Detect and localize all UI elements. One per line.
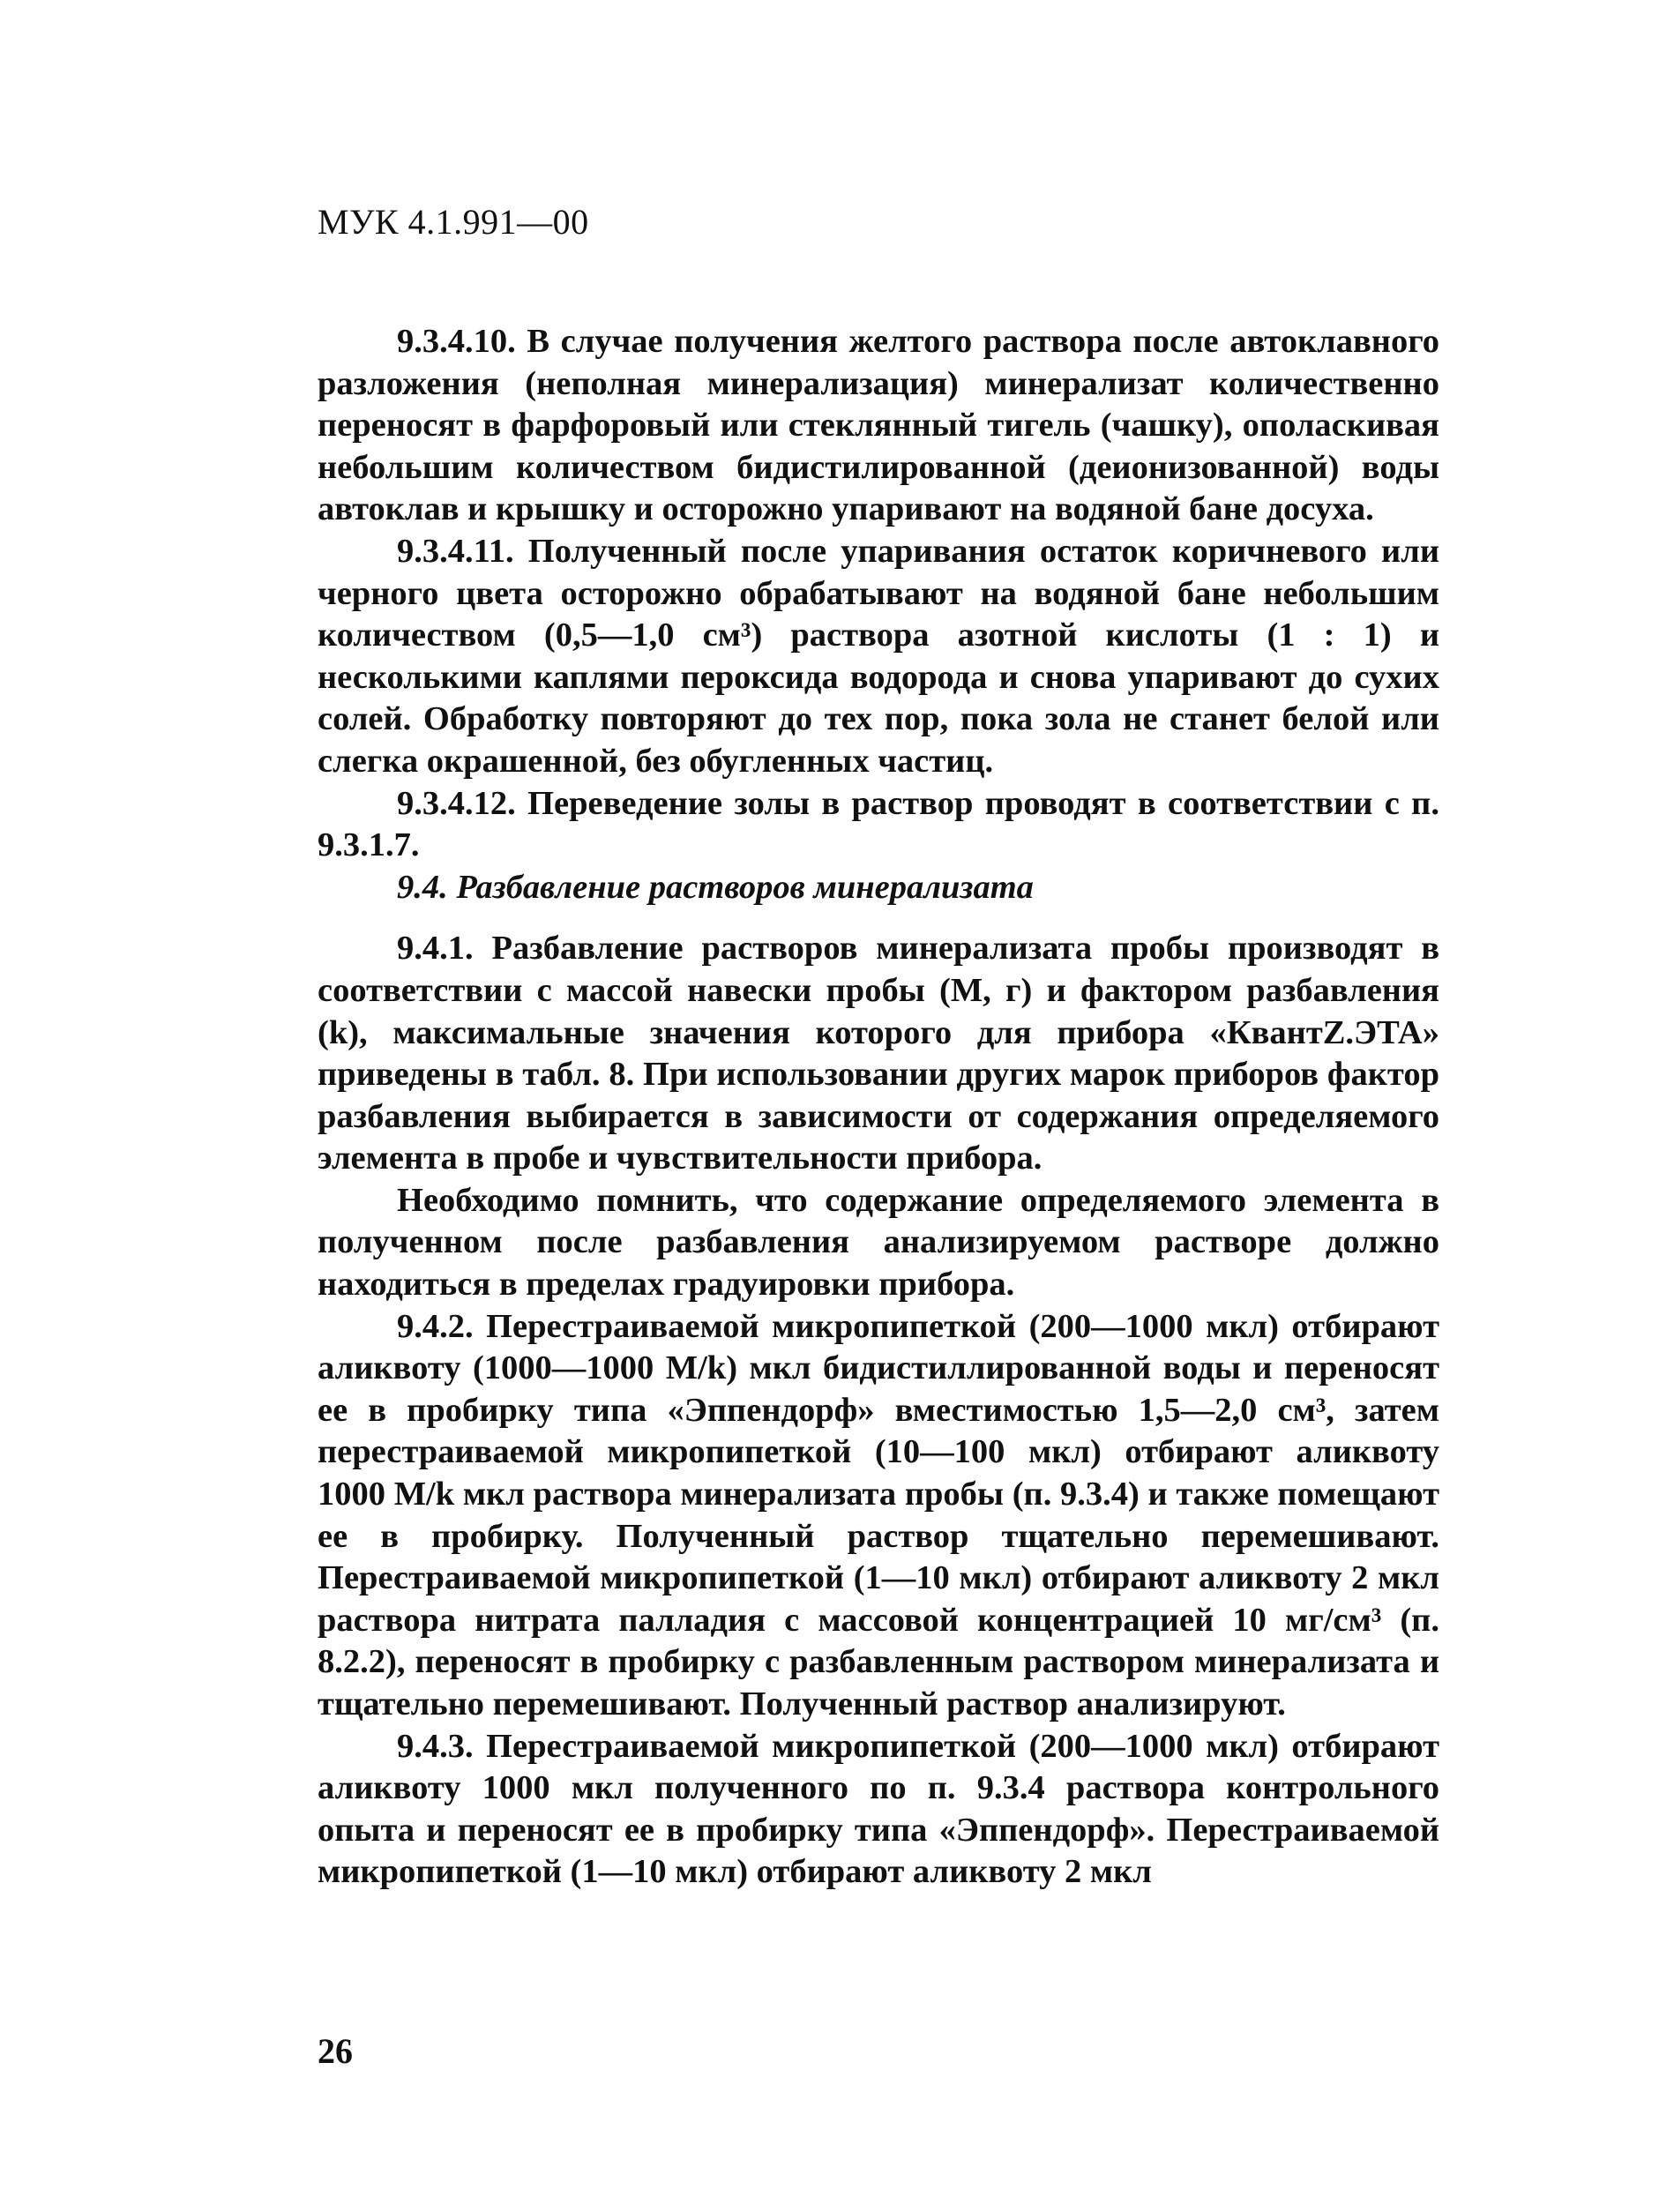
document-code-header: МУК 4.1.991—00 (318, 202, 589, 242)
paragraph-9-3-4-12: 9.3.4.12. Переведение золы в раствор проводят в соответствии с п. 9.3.1.7. (318, 784, 1439, 864)
section-heading-9-4: 9.4. Разбавление растворов минерализата (397, 868, 1034, 906)
page-number: 26 (318, 2031, 353, 2071)
paragraph-9-3-4-11: 9.3.4.11. Полученный после упаривания остаток коричневого или черного цвета осторожно обрабатывают на водяной бане небольшим количеством (0,5—1,0 см³) раствора азотной кислоты (1 : 1) и несколькими каплями пероксида водорода и снова упаривают до сухих солей. Обработку повторяют до тех пор, пока зола не станет белой или слегка окрашенной, без обугленных частиц. (318, 532, 1439, 780)
paragraph-9-3-4-10: 9.3.4.10. В случае получения желтого раствора после автоклавного разложения (неполная минерализация) минерализат количественно переносят в фарфоровый или стеклянный тигель (чашку), ополаскивая небольшим количеством бидистилированной (деионизованной) воды автоклав и крышку и осторожно упаривают на водяной бане досуха. (318, 323, 1439, 528)
paragraph-9-4-3: 9.4.3. Перестраиваемой микропипеткой (200—1000 мкл) отбирают аликвоту 1000 мкл полученного по п. 9.3.4 раствора контрольного опыта и переносят ее в пробирку типа «Эппендорф». Перестраиваемой микропипеткой (1—10 мкл) отбирают аликвоту 2 мкл (318, 1727, 1439, 1891)
document-body (318, 284, 1439, 1894)
paragraph-note: Необходимо помнить, что содержание определяемого элемента в полученном после разбавления анализируемом растворе должно находиться в пределах градуировки прибора. (318, 1181, 1439, 1304)
paragraph-9-4-1: 9.4.1. Разбавление растворов минерализата пробы производят в соответствии с массой навески пробы (M, г) и фактором разбавления (k), максимальные значения которого для прибора «КвантZ.ЭТА» приведены в табл. 8. При использовании других марок приборов фактор разбавления выбирается в зависимости от содержания определяемого элемента в пробе и чувствительности прибора. (318, 930, 1439, 1177)
paragraph-9-4-2: 9.4.2. Перестраиваемой микропипеткой (200—1000 мкл) отбирают аликвоту (1000—1000 M/k) мкл бидистиллированной воды и переносят ее в пробирку типа «Эппендорф» вместимостью 1,5—2,0 см³, затем перестраиваемой микропипеткой (10—100 мкл) отбирают аликвоту 1000 M/k мкл раствора минерализата пробы (п. 9.3.4) и также помещают ее в пробирку. Полученный раствор тщательно перемешивают. Перестраиваемой микропипеткой (1—10 мкл) отбирают аликвоту 2 мкл раствора нитрата палладия с массовой концентрацией 10 мг/см³ (п. 8.2.2), переносят в пробирку с разбавленным раствором минерализата и тщательно перемешивают. Полученный раствор анализируют. (318, 1307, 1439, 1723)
